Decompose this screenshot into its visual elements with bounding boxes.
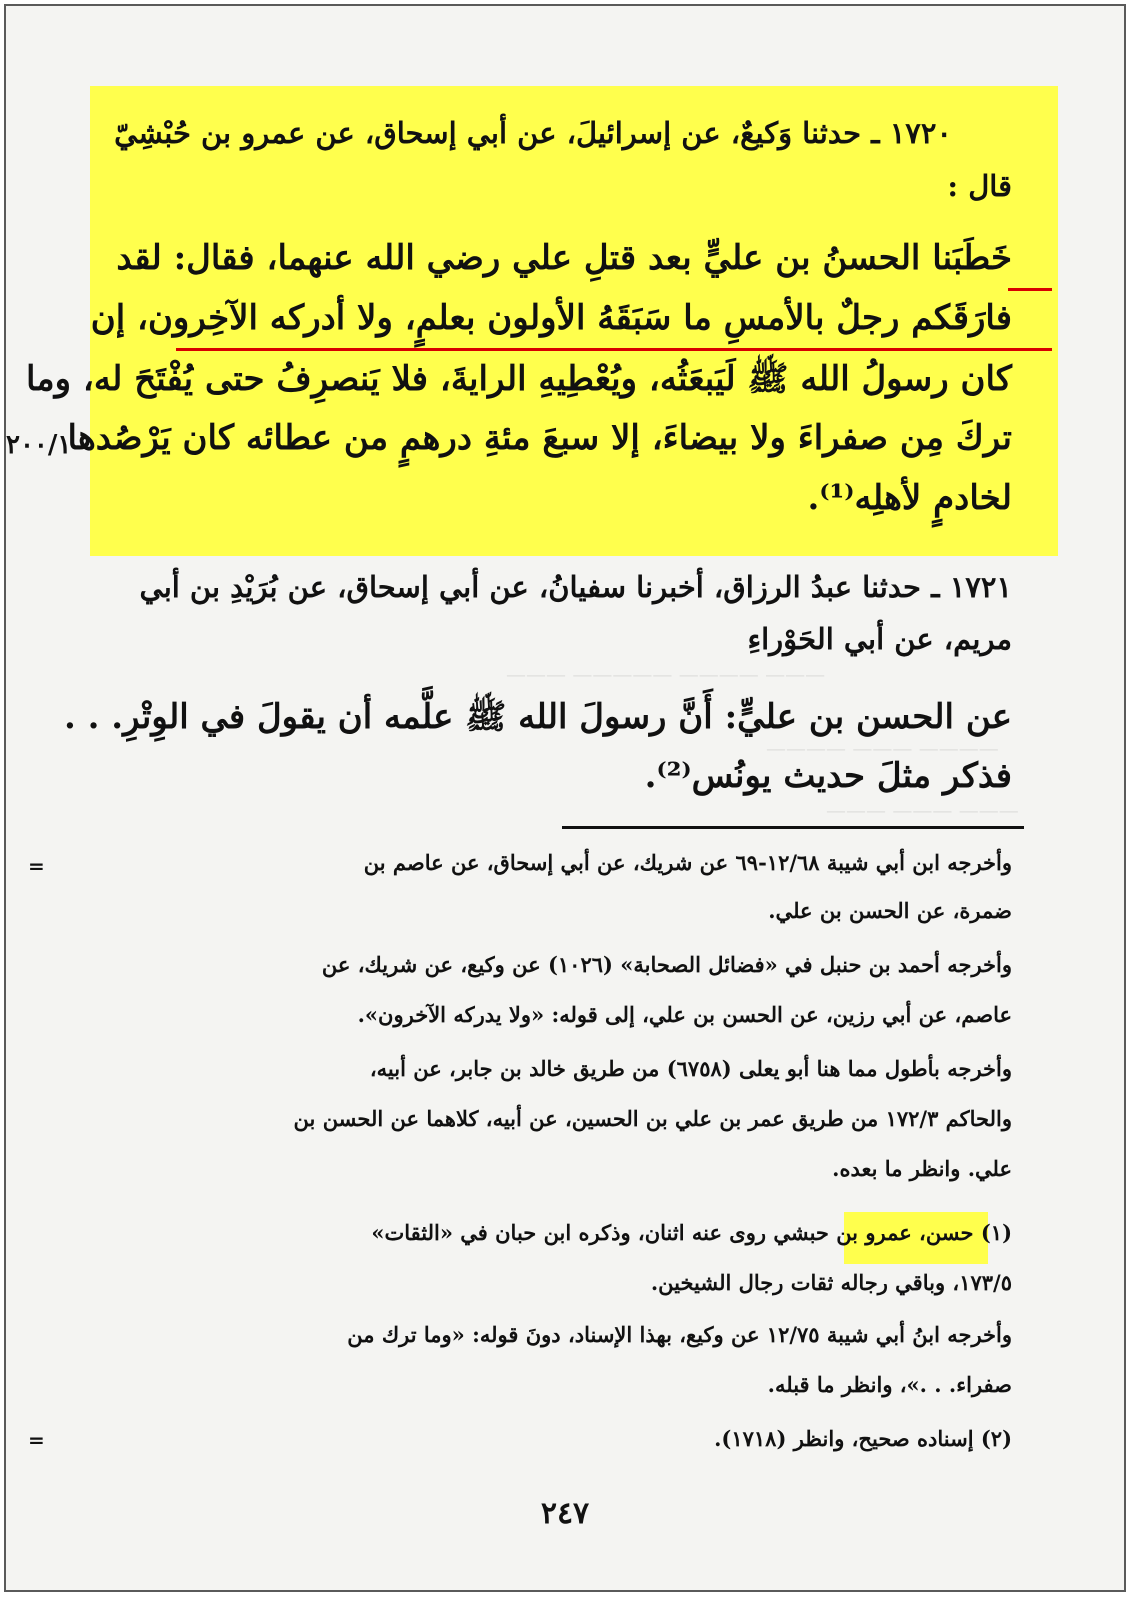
footnote-line: علي. وانظر ما بعده.	[832, 1156, 1012, 1181]
red-underline-laqad	[1008, 288, 1052, 291]
page-number: ٢٤٧	[540, 1496, 590, 1531]
footnote-line: وأخرجه بأطول مما هنا أبو يعلى (٦٧٥٨) من طريق خالد بن جابر، عن أبيه،	[369, 1056, 1012, 1081]
footnote-line: ١٧٣/٥، وباقي رجاله ثقات رجال الشيخين.	[650, 1270, 1012, 1295]
hadith-1721-isnad: مريم، عن أبي الحَوْراءِ	[747, 622, 1012, 656]
scanned-book-page	[4, 4, 1126, 1592]
footnote-line: عاصم، عن أبي رزين، عن الحسن بن علي، إلى قوله: «ولا يدركه الآخرون».	[357, 1002, 1012, 1027]
bleed-through-text: ——— ——— ———	[826, 798, 1019, 822]
footnote-continuation-marker: =	[28, 854, 45, 878]
hadith-1721-matn: فذكر مثلَ حديث يونُس⁽²⁾.	[644, 756, 1012, 796]
hadith-1720-qala: قال :	[947, 169, 1012, 203]
footnote-line: ضمرة، عن الحسن بن علي.	[768, 898, 1012, 923]
footnote-line: وأخرجه ابن أبي شيبة ١٢/٦٨-٦٩ عن شريك، عن أبي إسحاق، عن عاصم بن	[363, 850, 1012, 875]
hadith-1721-isnad: ١٧٢١ ـ حدثنا عبدُ الرزاق، أخبرنا سفيانُ، عن أبي إسحاق، عن بُرَيْدِ بن أبي	[139, 570, 1012, 604]
hadith-1721-matn: عن الحسن بن عليٍّ: أَنَّ رسولَ الله ﷺ علَّمه أن يقولَ في الوِتْرِ. . .	[63, 697, 1012, 737]
footnote-line: وأخرجه أحمد بن حنبل في «فضائل الصحابة» (١٠٢٦) عن وكيع، عن شريك، عن	[321, 952, 1012, 977]
bleed-through-text: ———— ——— ————	[766, 736, 999, 760]
margin-reference: ٢٠٠/١	[6, 430, 72, 460]
hadith-1720-matn-line: تركَ مِن صفراءَ ولا بيضاءَ، إلا سبعَ مئةِ درهمٍ من عطائه كان يَرْصُدها	[67, 418, 1012, 458]
hadith-1720-isnad: ١٧٢٠ ـ حدثنا وَكيعٌ، عن إسرائيلَ، عن أبي إسحاق، عن عمرو بن حُبْشِيّ	[114, 116, 952, 150]
hadith-1720-matn-line: فارَقَكم رجلٌ بالأمسِ ما سَبَقَهُ الأولون بعلمٍ، ولا أدركه الآخِرون، إن	[90, 298, 1012, 338]
hadith-1720-matn-line: لخادمٍ لأهلِه⁽¹⁾.	[807, 478, 1012, 518]
footnote-2: (٢) إسناده صحيح، وانظر (١٧١٨).	[714, 1426, 1012, 1451]
footnote-continuation-marker: =	[28, 1428, 45, 1452]
hadith-1720-matn-line: خَطَبَنا الحسنُ بن عليٍّ بعد قتلِ علي رضي الله عنهما، فقال: لقد	[116, 238, 1012, 278]
footnote-line: وأخرجه ابنُ أبي شيبة ١٢/٧٥ عن وكيع، بهذا الإسناد، دونَ قوله: «وما ترك من	[347, 1322, 1012, 1347]
footnote-line: والحاكم ١٧٢/٣ من طريق عمر بن علي بن الحسين، عن أبيه، كلاهما عن الحسن بن	[293, 1106, 1012, 1131]
hadith-1720-matn-line: كان رسولُ الله ﷺ لَيَبعَثُه، ويُعْطِيهِ الرايةَ، فلا يَنصرِفُ حتى يُفْتَحَ له، وما	[26, 359, 1012, 399]
footnote-separator	[562, 826, 1024, 829]
red-underline-sentence	[176, 348, 1052, 351]
footnote-1: (١) حسن، عمرو بن حبشي روى عنه اثنان، وذكره ابن حبان في «الثقات»	[371, 1220, 1012, 1245]
bleed-through-text: ——— ———— ————— ———	[506, 662, 826, 686]
footnote-line: صفراء. . .»، وانظر ما قبله.	[767, 1372, 1012, 1397]
